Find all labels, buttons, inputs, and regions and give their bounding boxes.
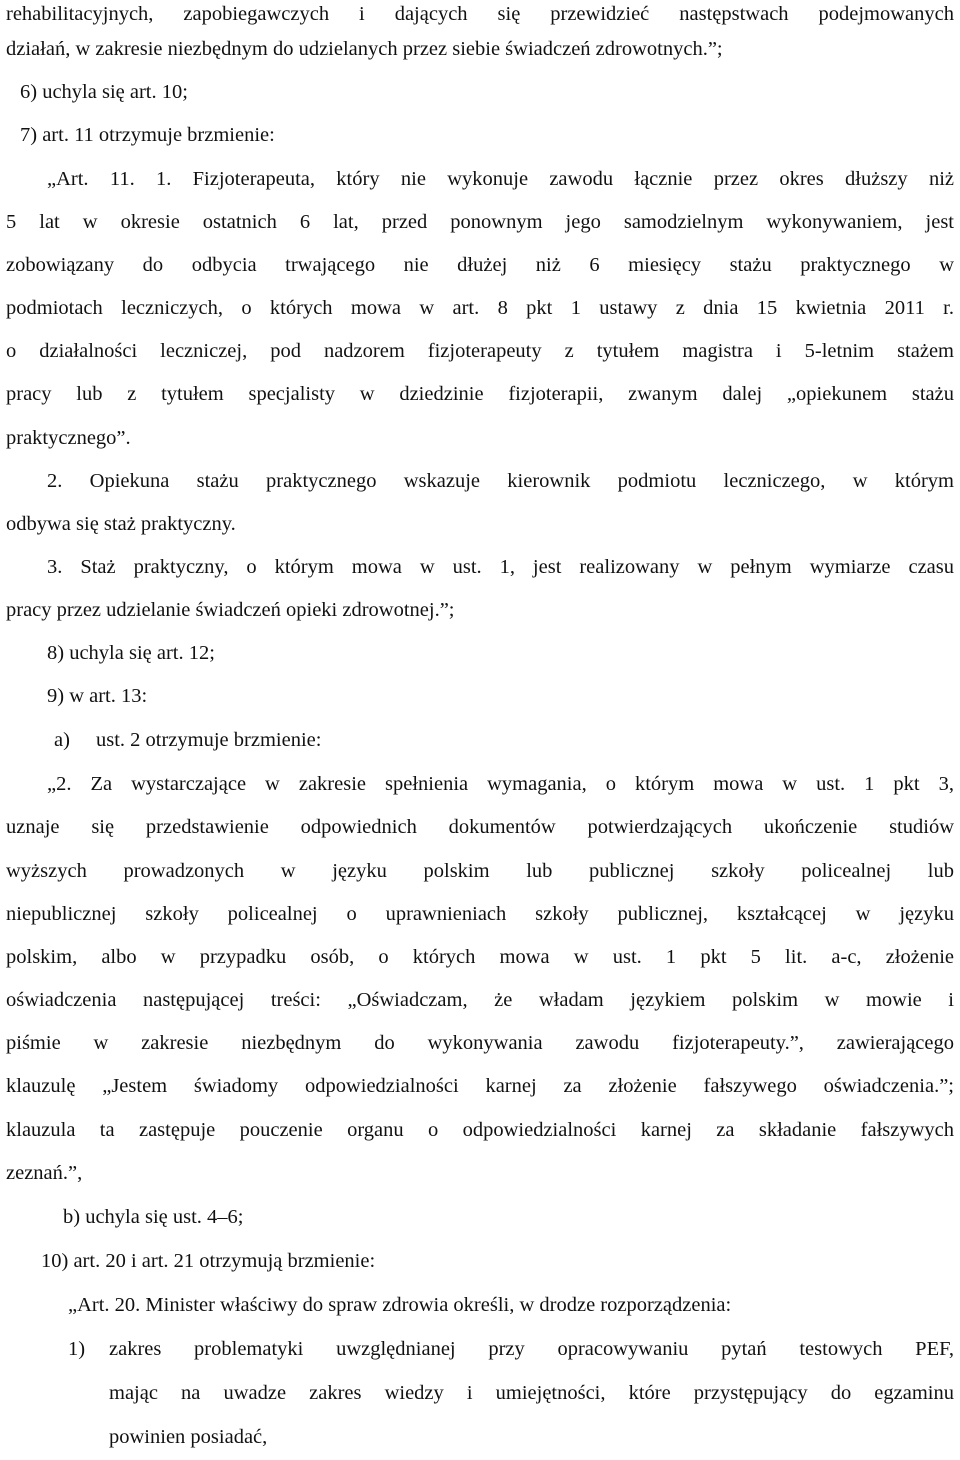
list-item-6: 6) uchyla się art. 10; xyxy=(20,81,188,103)
point-1: zakres problematyki uwzględnianej przy opracowywaniu pytań testowych PEF, xyxy=(109,1338,954,1360)
sub-item-a: ust. 2 otrzymuje brzmienie: xyxy=(96,729,322,751)
text-line: powinien posiadać, xyxy=(109,1426,268,1448)
text-line: 5 lat w okresie ostatnich 6 lat, przed ponownym jego samodzielnym wykonywaniem, jest xyxy=(6,211,954,233)
paragraph-2-new: „2. Za wystarczające w zakresie spełnienia wymagania, o którym mowa w ust. 1 pkt 3, xyxy=(47,773,954,795)
text-line: pracy przez udzielanie świadczeń opieki zdrowotnej.”; xyxy=(6,599,455,621)
text-line: odbywa się staż praktyczny. xyxy=(6,513,236,535)
text-line: zobowiązany do odbycia trwającego nie dłużej niż 6 miesięcy stażu praktycznego w xyxy=(6,254,954,276)
text-line: podmiotach leczniczych, o których mowa w art. 8 pkt 1 ustawy z dnia 15 kwietnia 2011 r. xyxy=(6,297,954,319)
text-line: oświadczenia następującej treści: „Oświadczam, że władam językiem polskim w mowie i xyxy=(6,989,954,1011)
text-line: klauzula ta zastępuje pouczenie organu o odpowiedzialności karnej za składanie fałszywych xyxy=(6,1119,954,1141)
list-item-10: 10) art. 20 i art. 21 otrzymują brzmienie: xyxy=(41,1250,376,1272)
text-line: piśmie w zakresie niezbędnym do wykonywania zawodu fizjoterapeuty.”, zawierającego xyxy=(6,1032,954,1054)
paragraph-3: 3. Staż praktyczny, o którym mowa w ust. 1, jest realizowany w pełnym wymiarze czasu xyxy=(47,556,954,578)
text-line: wyższych prowadzonych w języku polskim lub publicznej szkoły policealnej lub xyxy=(6,860,954,882)
list-marker-1: 1) xyxy=(68,1338,86,1360)
list-marker-a: a) xyxy=(54,729,70,751)
text-line: praktycznego”. xyxy=(6,427,131,449)
text-line: mając na uwadze zakres wiedzy i umiejętności, które przystępujący do egzaminu xyxy=(109,1382,954,1404)
article-20-heading: „Art. 20. Minister właściwy do spraw zdrowia określi, w drodze rozporządzenia: xyxy=(68,1294,732,1316)
text-line: o działalności leczniczej, pod nadzorem fizjoterapeuty z tytułem magistra i 5-letnim stażem xyxy=(6,340,954,362)
list-item-8: 8) uchyla się art. 12; xyxy=(47,642,215,664)
text-line: uznaje się przedstawienie odpowiednich dokumentów potwierdzających ukończenie studiów xyxy=(6,816,954,838)
text-line: niepublicznej szkoły policealnej o uprawnieniach szkoły publicznej, kształcącej w języku xyxy=(6,903,954,925)
sub-item-b: b) uchyla się ust. 4–6; xyxy=(63,1206,244,1228)
text-line: pracy lub z tytułem specjalisty w dziedzinie fizjoterapii, zwanym dalej „opiekunem stażu xyxy=(6,383,954,405)
list-item-9: 9) w art. 13: xyxy=(47,685,148,707)
text-line: zeznań.”, xyxy=(6,1162,83,1184)
text-line: polskim, albo w przypadku osób, o których mowa w ust. 1 pkt 5 lit. a-c, złożenie xyxy=(6,946,954,968)
list-item-7: 7) art. 11 otrzymuje brzmienie: xyxy=(20,124,275,146)
text-line: rehabilitacyjnych, zapobiegawczych i dających się przewidzieć następstwach podejmowanych xyxy=(6,3,954,25)
paragraph-2: 2. Opiekuna stażu praktycznego wskazuje kierownik podmiotu leczniczego, w którym xyxy=(47,470,954,492)
text-line: klauzulę „Jestem świadomy odpowiedzialności karnej za złożenie fałszywego oświadczenia.”; xyxy=(6,1075,954,1097)
text-line: działań, w zakresie niezbędnym do udzielanych przez siebie świadczeń zdrowotnych.”; xyxy=(6,38,723,60)
article-11-heading: „Art. 11. 1. Fizjoterapeuta, który nie wykonuje zawodu łącznie przez okres dłuższy niż xyxy=(47,168,954,190)
